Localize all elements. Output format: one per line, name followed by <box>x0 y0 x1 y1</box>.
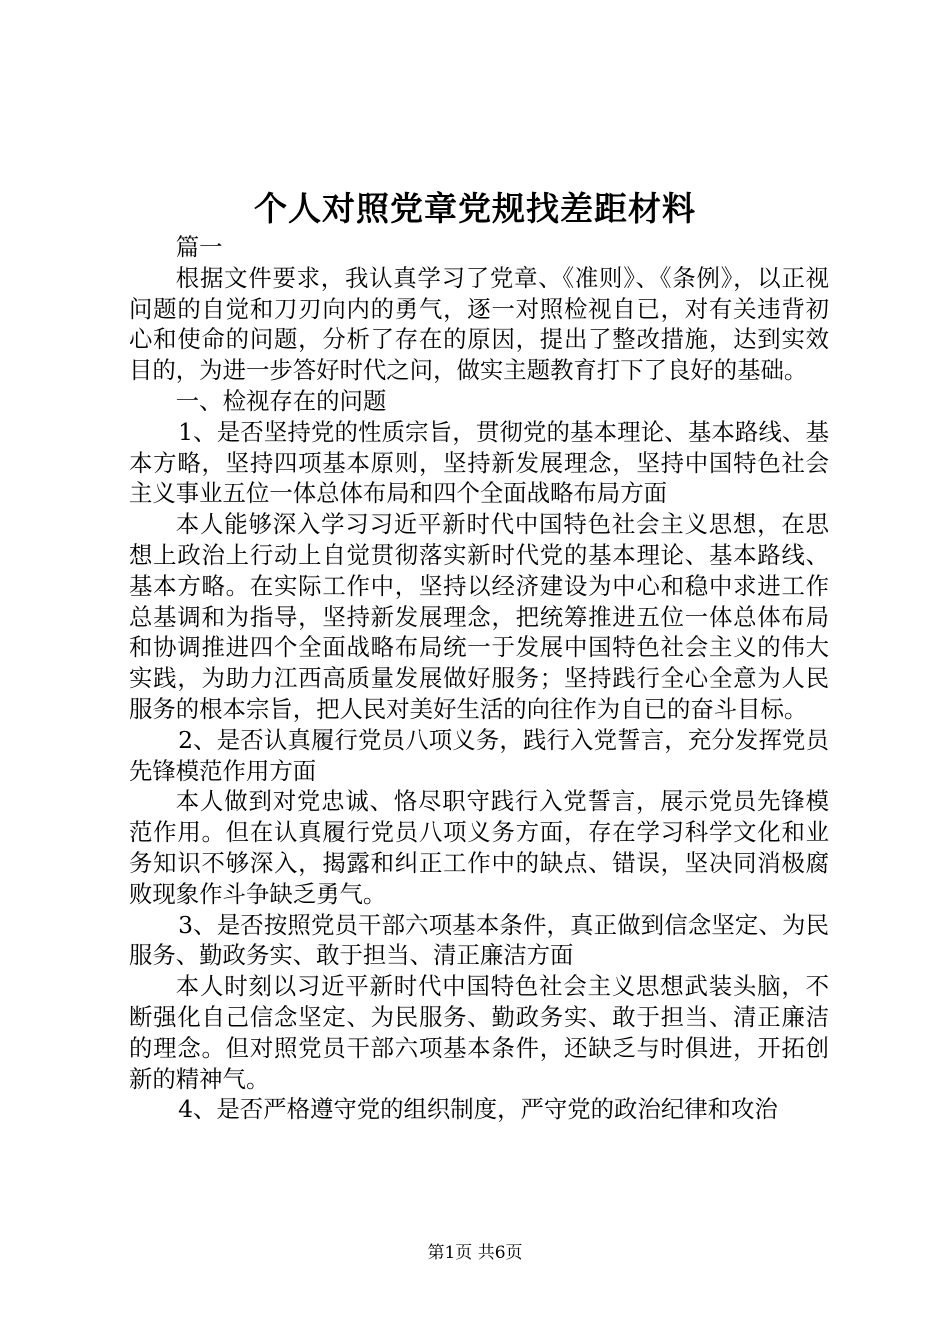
document-body <box>129 232 829 1125</box>
page-footer: 第1页 共6页 <box>427 1243 523 1263</box>
section-heading: 一、检视存在的问题 <box>175 386 387 415</box>
item-heading-4: 4、是否严格遵守党的组织制度，严守党的政治纪律和攻治 <box>178 1095 778 1124</box>
paragraph-item-3: 本人时刻以习近平新时代中国特色社会主义思想武装头脑，不断强化自己信念坚定、为民服务、勤政务实、敢于担当、清正廉洁的理念。但对照党员干部六项基本条件，还缺乏与时俱进，开拓创新的精神气。 <box>129 972 829 1093</box>
section-label: 篇一 <box>175 233 223 261</box>
paragraph-item-1: 本人能够深入学习习近平新时代中国特色社会主义思想，在思想上政治上行动上自觉贯彻落实新时代党的基本理论、基本路线、基本方略。在实际工作中，坚持以经济建设为中心和稳中求进工作总基调和为指导，坚持新发展理念，把统筹推进五位一体总体布局和协调推进四个全面战略布局统一于发展中国特色社会主义的伟大实践，为助力江西高质量发展做好服务；坚持践行全心全意为人民服务的根本宗旨，把人民对美好生活的向往作为自已的奋斗目标。 <box>129 510 829 723</box>
document-title: 个人对照党章党规找差距材料 <box>254 189 696 228</box>
item-heading-3: 3、是否按照党员干部六项基本条件，真正做到信念坚定、为民服务、勤政务实、敢于担当、清正廉洁方面 <box>129 910 829 970</box>
item-heading-2: 2、是否认真履行党员八项义务，践行入党誓言，充分发挥党员先锋模范作用方面 <box>129 725 829 785</box>
paragraph-intro: 根据文件要求，我认真学习了党章、《准则》、《条例》，以正视问题的自觉和刀刃向内的勇气，逐一对照检视自已，对有关违背初心和使命的问题，分析了存在的原因，提出了整改措施，达到实效目的，为进一步答好时代之问，做实主题教育打下了良好的基础。 <box>129 263 829 385</box>
paragraph-item-2: 本人做到对党忠诚、恪尽职守践行入党誓言，展示党员先锋模范作用。但在认真履行党员八项义务方面，存在学习科学文化和业务知识不够深入，揭露和纠正工作中的缺点、错误，坚决同消极腐败现象作斗争缺乏勇气。 <box>129 787 829 908</box>
item-heading-1: 1、是否坚持党的性质宗旨，贯彻党的基本理论、基本路线、基本方略，坚持四项基本原则，坚持新发展理念，坚持中国特色社会主义事业五位一体总体布局和四个全面战略布局方面 <box>129 417 829 508</box>
